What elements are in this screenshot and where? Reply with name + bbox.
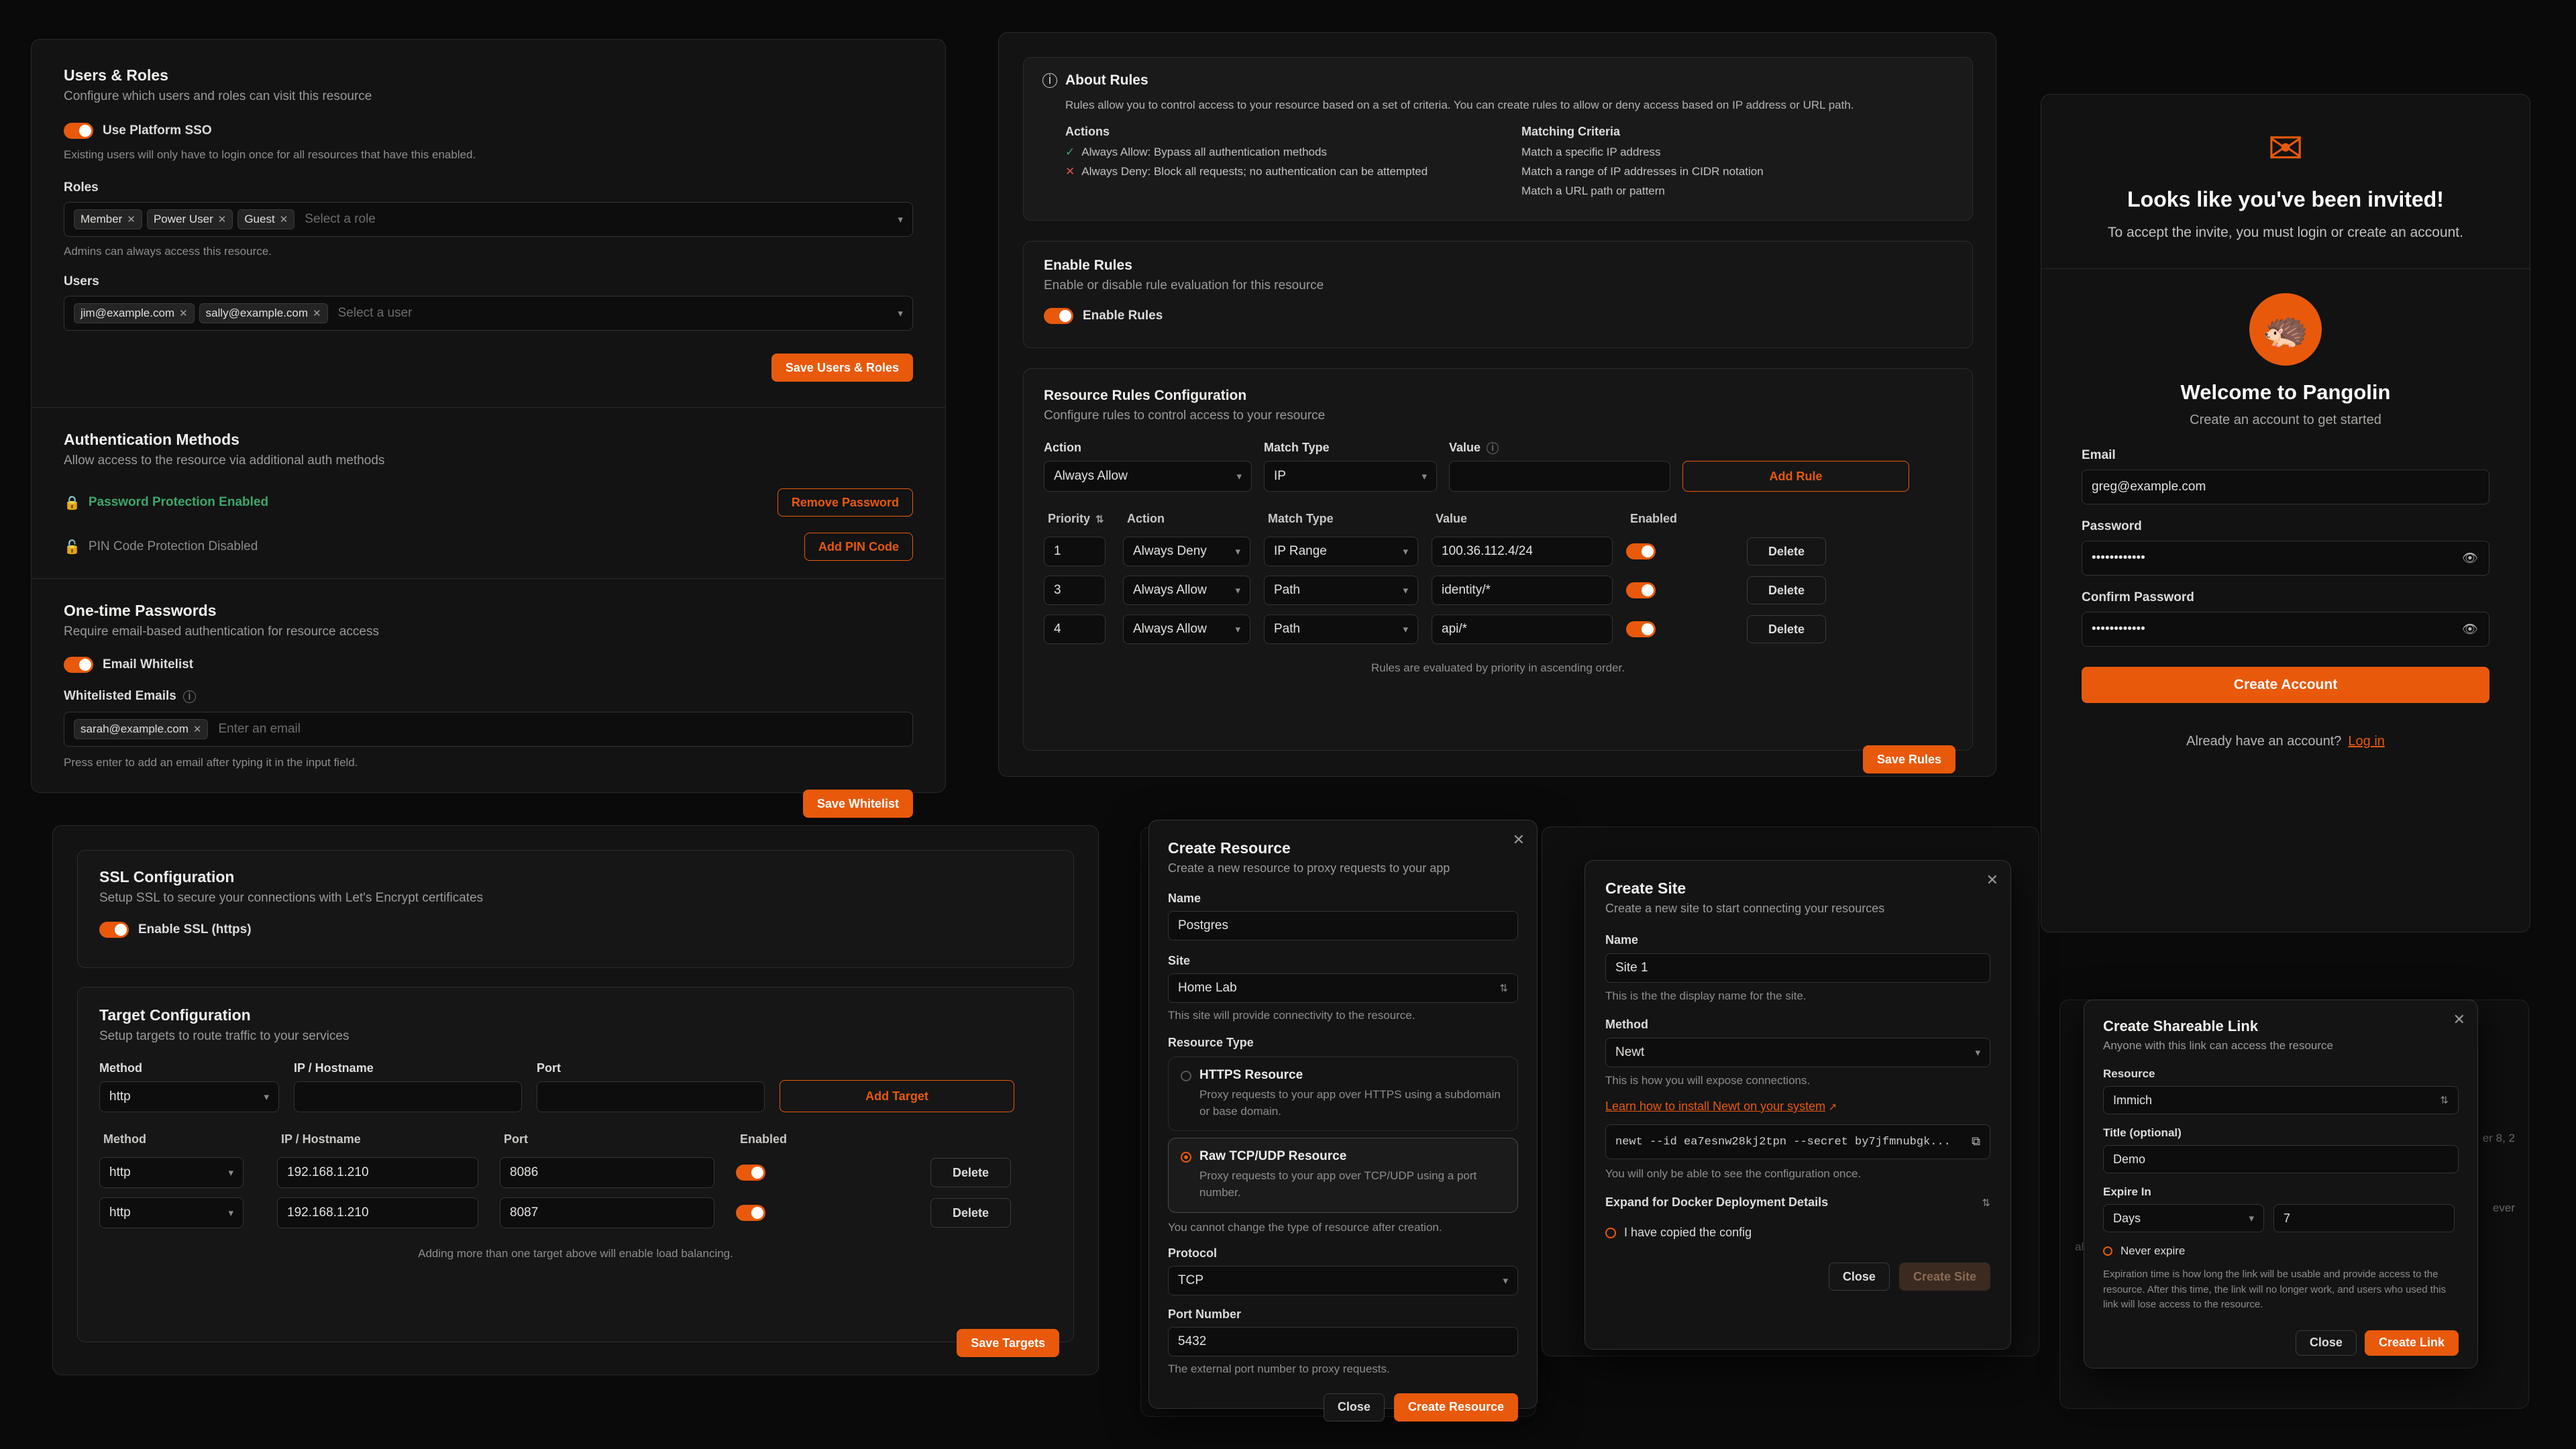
copy-icon[interactable]: ⧉ <box>1972 1135 1980 1149</box>
about-rules-description: Rules allow you to control access to your resource based on a set of criteria. You can create rules to allow or deny access based on IP address or URL path. <box>1065 99 1854 111</box>
email-label: Email <box>2082 448 2116 463</box>
confirm-password-label: Confirm Password <box>2082 590 2194 605</box>
rule-match-value: Path <box>1274 583 1301 597</box>
criteria-item: Match a URL path or pattern <box>1521 184 1665 197</box>
rules-config-subtitle: Configure rules to control access to your resource <box>1044 409 1326 423</box>
auth-methods-title: Authentication Methods <box>64 431 239 448</box>
ssl-subtitle: Setup SSL to secure your connections with Let's Encrypt certificates <box>99 891 484 905</box>
learn-newt-link[interactable]: Learn how to install Newt on your system <box>1605 1099 1826 1113</box>
target-method-value: http <box>109 1205 131 1220</box>
col-host: IP / Hostname <box>281 1132 361 1146</box>
share-title-label: Title (optional) <box>2103 1126 2182 1139</box>
chevron-down-icon[interactable]: ▾ <box>1975 1047 1980 1059</box>
ssl-card <box>77 850 1074 968</box>
otp-title: One-time Passwords <box>64 602 217 619</box>
action-deny-text: Always Deny: Block all requests; no authentication can be attempted <box>1081 164 1428 178</box>
site-command-box[interactable] <box>1605 1124 1990 1159</box>
enable-rules-title: Enable Rules <box>1044 258 1132 273</box>
create-site-modal <box>1585 860 2011 1350</box>
expand-docker-label: Expand for Docker Deployment Details <box>1605 1195 1829 1209</box>
action-allow-text: Always Allow: Bypass all authentication methods <box>1081 145 1327 158</box>
rule-action-value: Always Deny <box>1133 544 1207 558</box>
targets-title: Target Configuration <box>99 1006 251 1024</box>
resource-site-hint: This site will provide connectivity to the resource. <box>1168 1009 1415 1022</box>
rule-action-label: Action <box>1044 441 1081 454</box>
chevron-down-icon[interactable]: ▾ <box>1503 1275 1508 1287</box>
eye-icon[interactable]: 👁 <box>2461 551 2478 566</box>
invite-headline: Looks like you've been invited! <box>2127 187 2444 211</box>
sso-toggle[interactable] <box>64 123 93 139</box>
rule-priority-input[interactable]: 4 <box>1044 614 1106 644</box>
email-whitelist-toggle[interactable] <box>64 657 93 673</box>
create-resource-title: Create Resource <box>1168 839 1291 857</box>
rule-enabled-toggle[interactable] <box>1626 543 1656 559</box>
chevron-down-icon[interactable]: ▾ <box>1236 471 1242 482</box>
site-method-value: Newt <box>1615 1045 1645 1059</box>
copied-config-label: I have copied the config <box>1624 1226 1752 1239</box>
roles-hint: Admins can always access this resource. <box>64 245 272 258</box>
whitelisted-emails-input[interactable] <box>64 712 913 747</box>
rule-match-select[interactable] <box>1264 576 1418 605</box>
email-whitelist-toggle-row[interactable] <box>64 657 913 673</box>
chevron-updown-icon[interactable]: ⇅ <box>1499 983 1508 994</box>
role-chip[interactable] <box>74 209 142 229</box>
col-priority[interactable] <box>1048 512 1127 526</box>
rule-value-input[interactable]: identity/* <box>1432 576 1613 605</box>
sort-icon[interactable]: ⇅ <box>1095 513 1104 525</box>
close-icon[interactable]: ✕ <box>127 214 136 225</box>
radio-icon[interactable] <box>2103 1246 2112 1256</box>
share-link-hint: Expiration time is how long the link will be usable and provide access to the resource. After this time, the link will no longer work, and users who used this link will lose access to the resource. <box>2103 1269 2447 1310</box>
about-rules-title: About Rules <box>1065 72 1148 88</box>
password-status-label: Password Protection Enabled <box>88 495 269 509</box>
rule-value-input[interactable]: 100.36.112.4/24 <box>1432 537 1613 566</box>
create-site-subtitle: Create a new site to start connecting your resources <box>1605 902 1885 915</box>
enable-rules-toggle[interactable] <box>1044 308 1073 324</box>
users-roles-subtitle: Configure which users and roles can visit this resource <box>64 89 372 103</box>
login-prompt: Already have an account? <box>2186 734 2342 749</box>
save-whitelist-button[interactable]: Save Whitelist <box>803 790 913 818</box>
invite-panel <box>2041 94 2530 932</box>
add-rule-button[interactable]: Add Rule <box>1682 461 1909 492</box>
share-link-modal <box>2084 1000 2478 1368</box>
delete-target-button[interactable]: Delete <box>930 1198 1011 1228</box>
site-method-hint: This is how you will expose connections. <box>1605 1074 1811 1087</box>
col-priority-label: Priority <box>1048 512 1091 525</box>
rule-match-select[interactable] <box>1264 461 1437 492</box>
site-name-hint: This is the the display name for the site. <box>1605 989 1807 1002</box>
info-icon: i <box>1042 73 1057 88</box>
email-field[interactable]: greg@example.com <box>2082 470 2489 504</box>
table-row <box>1044 537 1952 566</box>
sso-hint: Existing users will only have to login once for all resources that have this enabled. <box>64 148 476 161</box>
site-method-label: Method <box>1605 1018 1648 1031</box>
rules-config-card <box>1023 368 1973 751</box>
enable-rules-card <box>1023 241 1973 348</box>
table-row <box>1044 576 1952 605</box>
roles-label: Roles <box>64 180 99 195</box>
ssl-title: SSL Configuration <box>99 868 235 885</box>
rule-value-input[interactable]: api/* <box>1432 614 1613 644</box>
share-resource-value: Immich <box>2113 1093 2152 1107</box>
radio-icon[interactable] <box>1605 1228 1616 1238</box>
password-label: Password <box>2082 519 2142 534</box>
ssl-toggle-row[interactable] <box>99 922 1052 938</box>
rule-match-value: Path <box>1274 622 1301 636</box>
resource-protocol-label: Protocol <box>1168 1246 1218 1260</box>
chevron-down-icon[interactable]: ▾ <box>898 308 903 319</box>
chevron-down-icon[interactable]: ▾ <box>1403 546 1408 557</box>
target-host-input[interactable]: 192.168.1.210 <box>277 1157 478 1188</box>
roles-select[interactable] <box>64 202 913 237</box>
user-chip-label: jim@example.com <box>80 307 175 319</box>
radio-icon[interactable] <box>1181 1152 1191 1163</box>
target-method-select[interactable] <box>99 1081 279 1112</box>
delete-rule-button[interactable]: Delete <box>1747 537 1826 566</box>
chevron-updown-icon[interactable]: ⇅ <box>1982 1197 1990 1209</box>
target-host-input[interactable]: 192.168.1.210 <box>277 1197 478 1228</box>
close-icon[interactable]: ✕ <box>179 308 188 319</box>
resource-site-label: Site <box>1168 954 1191 967</box>
info-icon[interactable]: i <box>183 690 196 703</box>
brand-subtitle: Create an account to get started <box>2190 413 2381 428</box>
add-target-button[interactable]: Add Target <box>780 1080 1014 1112</box>
pangolin-logo: 🦔 <box>2249 293 2322 366</box>
close-icon[interactable]: ✕ <box>1512 831 1525 848</box>
role-chip[interactable] <box>237 209 294 229</box>
never-expire-row[interactable] <box>2103 1244 2459 1258</box>
save-rules-button[interactable]: Save Rules <box>1863 745 1955 773</box>
rule-match-select[interactable] <box>1264 537 1418 566</box>
close-icon[interactable]: ✕ <box>217 214 227 225</box>
password-field[interactable] <box>2082 541 2489 576</box>
targets-subtitle: Setup targets to route traffic to your services <box>99 1029 350 1043</box>
target-enabled-toggle[interactable] <box>736 1205 765 1221</box>
expand-docker-row[interactable] <box>1605 1195 1990 1210</box>
col-enabled: Enabled <box>740 1132 788 1146</box>
criteria-item: Match a specific IP address <box>1521 145 1661 158</box>
close-icon[interactable]: ✕ <box>193 724 202 735</box>
ssl-toggle-label: Enable SSL (https) <box>138 922 252 936</box>
target-port-input[interactable]: 8086 <box>500 1157 714 1188</box>
otp-subtitle: Require email-based authentication for resource access <box>64 625 379 639</box>
lock-icon: 🔒 <box>64 495 80 511</box>
pin-status-label: PIN Code Protection Disabled <box>88 539 258 553</box>
share-resource-label: Resource <box>2103 1067 2155 1080</box>
table-row <box>1044 614 1952 644</box>
delete-rule-button[interactable]: Delete <box>1747 576 1826 604</box>
targets-card <box>77 987 1074 1342</box>
close-icon[interactable]: ✕ <box>1986 871 1998 888</box>
resource-port-input[interactable]: 5432 <box>1168 1327 1518 1356</box>
option-desc: Proxy requests to your app over TCP/UDP using a port number. <box>1199 1169 1477 1199</box>
info-icon[interactable]: i <box>1487 442 1499 454</box>
resource-type-label: Resource Type <box>1168 1036 1254 1049</box>
close-site-button[interactable]: Close <box>1829 1263 1890 1291</box>
chevron-down-icon[interactable]: ▾ <box>1235 624 1240 635</box>
target-method-select[interactable] <box>99 1197 244 1228</box>
target-method-select[interactable] <box>99 1157 244 1188</box>
email-whitelist-label: Email Whitelist <box>103 657 194 672</box>
role-chip[interactable] <box>147 209 233 229</box>
access-control-panel <box>31 39 946 810</box>
check-icon: ✓ <box>1065 145 1075 158</box>
copied-config-row[interactable] <box>1605 1226 1990 1240</box>
actions-title: Actions <box>1065 124 1110 138</box>
chevron-down-icon[interactable]: ▾ <box>2249 1213 2254 1224</box>
site-name-input[interactable]: Site 1 <box>1605 953 1990 983</box>
create-link-button[interactable]: Create Link <box>2365 1330 2459 1356</box>
create-account-button[interactable]: Create Account <box>2082 667 2489 703</box>
email-chip-label: sarah@example.com <box>80 722 189 735</box>
auth-methods-section <box>32 408 945 578</box>
enable-rules-toggle-row[interactable] <box>1044 308 1952 324</box>
create-resource-button[interactable]: Create Resource <box>1394 1393 1518 1421</box>
user-chip[interactable] <box>199 303 328 323</box>
rule-priority-input[interactable]: 3 <box>1044 576 1106 605</box>
share-expire-amount-input[interactable]: 7 <box>2273 1204 2455 1232</box>
external-link-icon[interactable]: ↗ <box>1828 1102 1837 1113</box>
target-method-value: http <box>109 1165 131 1179</box>
rule-match-value: IP <box>1274 469 1286 483</box>
resource-port-hint: The external port number to proxy requests. <box>1168 1362 1390 1375</box>
resource-port-label: Port Number <box>1168 1307 1242 1321</box>
target-host-label: IP / Hostname <box>294 1061 374 1075</box>
email-placeholder: Enter an email <box>218 722 301 736</box>
option-title: Raw TCP/UDP Resource <box>1199 1149 1347 1164</box>
target-method-label: Method <box>99 1061 142 1075</box>
resource-name-label: Name <box>1168 892 1201 905</box>
chevron-down-icon[interactable]: ▾ <box>1235 546 1240 557</box>
email-chip[interactable] <box>74 719 208 739</box>
close-icon[interactable]: ✕ <box>313 308 321 319</box>
criteria-title: Matching Criteria <box>1521 124 1621 138</box>
add-pin-code-button[interactable]: Add PIN Code <box>804 533 913 561</box>
resource-protocol-value: TCP <box>1178 1273 1203 1287</box>
create-resource-subtitle: Create a new resource to proxy requests to your app <box>1168 861 1450 875</box>
eye-icon[interactable]: 👁 <box>2461 623 2478 637</box>
targets-footnote: Adding more than one target above will enable load balancing. <box>418 1247 733 1260</box>
create-site-title: Create Site <box>1605 879 1686 897</box>
create-resource-modal <box>1148 820 1538 1414</box>
enable-rules-toggle-label: Enable Rules <box>1083 309 1163 323</box>
share-expire-label: Expire In <box>2103 1185 2151 1198</box>
cross-icon: ✕ <box>1065 164 1075 178</box>
share-title-input[interactable]: Demo <box>2103 1145 2459 1173</box>
invite-subtext: To accept the invite, you must login or create an account. <box>2108 225 2463 240</box>
rule-action-value: Always Allow <box>1133 583 1207 597</box>
share-link-subtitle: Anyone with this link can access the resource <box>2103 1039 2334 1052</box>
delete-rule-button[interactable]: Delete <box>1747 615 1826 643</box>
confirm-password-value: •••••••••••• <box>2092 622 2145 637</box>
rule-action-value: Always Allow <box>1054 469 1128 483</box>
rule-action-select[interactable] <box>1123 614 1250 644</box>
create-site-button[interactable]: Create Site <box>1899 1263 1990 1291</box>
users-placeholder: Select a user <box>337 306 413 320</box>
target-port-input[interactable]: 8087 <box>500 1197 714 1228</box>
target-port-input[interactable] <box>537 1081 765 1112</box>
rule-value-input[interactable] <box>1449 461 1670 492</box>
resource-site-value: Home Lab <box>1178 981 1237 995</box>
rule-action-select[interactable] <box>1123 576 1250 605</box>
rule-match-label: Match Type <box>1264 441 1330 454</box>
password-value: •••••••••••• <box>2092 551 2145 566</box>
radio-icon[interactable] <box>1181 1071 1191 1081</box>
whitelisted-emails-label: Whitelisted Emails <box>64 689 176 703</box>
role-chip-label: Member <box>80 213 123 225</box>
rule-action-value: Always Allow <box>1133 622 1207 636</box>
lock-open-icon: 🔓 <box>64 539 80 555</box>
col-method: Method <box>103 1132 146 1146</box>
delete-target-button[interactable]: Delete <box>930 1158 1011 1187</box>
auth-methods-subtitle: Allow access to the resource via additional auth methods <box>64 453 385 468</box>
rule-action-select[interactable] <box>1123 537 1250 566</box>
close-icon[interactable]: ✕ <box>279 214 288 225</box>
resource-site-select[interactable] <box>1168 973 1518 1003</box>
share-expire-unit-select[interactable] <box>2103 1204 2264 1232</box>
chevron-down-icon[interactable]: ▾ <box>264 1091 269 1103</box>
target-port-label: Port <box>537 1061 561 1075</box>
rules-config-title: Resource Rules Configuration <box>1044 388 1247 403</box>
rule-enabled-toggle[interactable] <box>1626 582 1656 598</box>
chevron-down-icon[interactable]: ▾ <box>898 214 903 225</box>
chevron-updown-icon[interactable]: ⇅ <box>2440 1095 2449 1106</box>
target-method-value: http <box>109 1089 131 1104</box>
resource-name-input[interactable]: Postgres <box>1168 911 1518 941</box>
confirm-password-field[interactable] <box>2082 612 2489 647</box>
resource-type-hint: You cannot change the type of resource after creation. <box>1168 1220 1442 1234</box>
otp-section <box>32 579 945 838</box>
col-action: Action <box>1127 512 1165 525</box>
remove-password-button[interactable]: Remove Password <box>777 488 913 517</box>
rule-match-value: IP Range <box>1274 544 1327 558</box>
user-chip-label: sally@example.com <box>205 307 309 319</box>
login-link[interactable]: Log in <box>2348 734 2385 749</box>
sso-toggle-row[interactable] <box>64 123 913 139</box>
share-link-title: Create Shareable Link <box>2103 1018 2259 1034</box>
chevron-down-icon[interactable]: ▾ <box>1403 624 1408 635</box>
rule-enabled-toggle[interactable] <box>1626 621 1656 637</box>
option-desc: Proxy requests to your app over HTTPS using a subdomain or base domain. <box>1199 1088 1501 1118</box>
enable-rules-subtitle: Enable or disable rule evaluation for this resource <box>1044 278 1324 292</box>
rule-match-select[interactable] <box>1264 614 1418 644</box>
save-users-roles-button[interactable]: Save Users & Roles <box>771 354 913 382</box>
resource-type-option-raw[interactable] <box>1168 1138 1518 1212</box>
user-chip[interactable] <box>74 303 195 323</box>
brand-title: Welcome to Pangolin <box>2180 380 2391 405</box>
col-match-type: Match Type <box>1268 512 1334 525</box>
target-host-input[interactable] <box>294 1081 522 1112</box>
chevron-down-icon[interactable]: ▾ <box>228 1208 233 1219</box>
chevron-down-icon[interactable]: ▾ <box>1235 585 1240 596</box>
save-targets-button[interactable]: Save Targets <box>957 1329 1059 1357</box>
col-value: Value <box>1436 512 1468 525</box>
sso-label: Use Platform SSO <box>103 123 212 138</box>
ssl-toggle[interactable] <box>99 922 129 938</box>
site-method-select[interactable] <box>1605 1038 1990 1067</box>
otp-hint: Press enter to add an email after typing it in the input field. <box>64 756 358 769</box>
role-chip-label: Power User <box>153 213 213 225</box>
site-command-hint: You will only be able to see the configuration once. <box>1605 1167 1862 1180</box>
chevron-down-icon[interactable]: ▾ <box>1403 585 1408 596</box>
rules-footnote: Rules are evaluated by priority in ascending order. <box>1371 661 1625 674</box>
close-resource-button[interactable]: Close <box>1324 1393 1385 1421</box>
close-icon[interactable]: ✕ <box>2453 1011 2465 1028</box>
table-row <box>99 1197 1052 1228</box>
share-expire-unit-value: Days <box>2113 1211 2141 1225</box>
share-link-backdrop: er 8, 2 ever al <box>2059 1000 2529 1409</box>
site-command-text: newt --id ea7esnw28kj2tpn --secret by7jfmnubgk... <box>1615 1135 1951 1148</box>
envelope-icon: ✉ <box>2267 124 2304 172</box>
role-chip-label: Guest <box>244 213 275 225</box>
share-resource-select[interactable] <box>2103 1086 2459 1114</box>
rule-priority-input[interactable]: 1 <box>1044 537 1106 566</box>
never-expire-label: Never expire <box>2121 1244 2186 1257</box>
col-enabled: Enabled <box>1630 512 1678 525</box>
target-enabled-toggle[interactable] <box>736 1165 765 1181</box>
col-port: Port <box>504 1132 528 1146</box>
roles-placeholder: Select a role <box>305 212 376 226</box>
site-name-label: Name <box>1605 933 1639 947</box>
rule-value-label: Value <box>1449 441 1481 454</box>
criteria-item: Match a range of IP addresses in CIDR notation <box>1521 164 1764 178</box>
table-row <box>99 1157 1052 1188</box>
chevron-down-icon[interactable]: ▾ <box>228 1167 233 1179</box>
about-rules-card <box>1023 57 1973 221</box>
rule-action-select[interactable] <box>1044 461 1252 492</box>
ssl-targets-panel <box>52 825 1099 1375</box>
users-select[interactable] <box>64 296 913 331</box>
rules-panel <box>998 32 1996 777</box>
option-title: HTTPS Resource <box>1199 1068 1303 1082</box>
resource-protocol-select[interactable] <box>1168 1266 1518 1295</box>
users-roles-title: Users & Roles <box>64 66 168 84</box>
users-label: Users <box>64 274 99 288</box>
resource-type-option-https[interactable] <box>1168 1057 1518 1131</box>
chevron-down-icon[interactable]: ▾ <box>1421 471 1427 482</box>
users-roles-section <box>32 40 945 395</box>
close-share-button[interactable]: Close <box>2296 1330 2357 1356</box>
